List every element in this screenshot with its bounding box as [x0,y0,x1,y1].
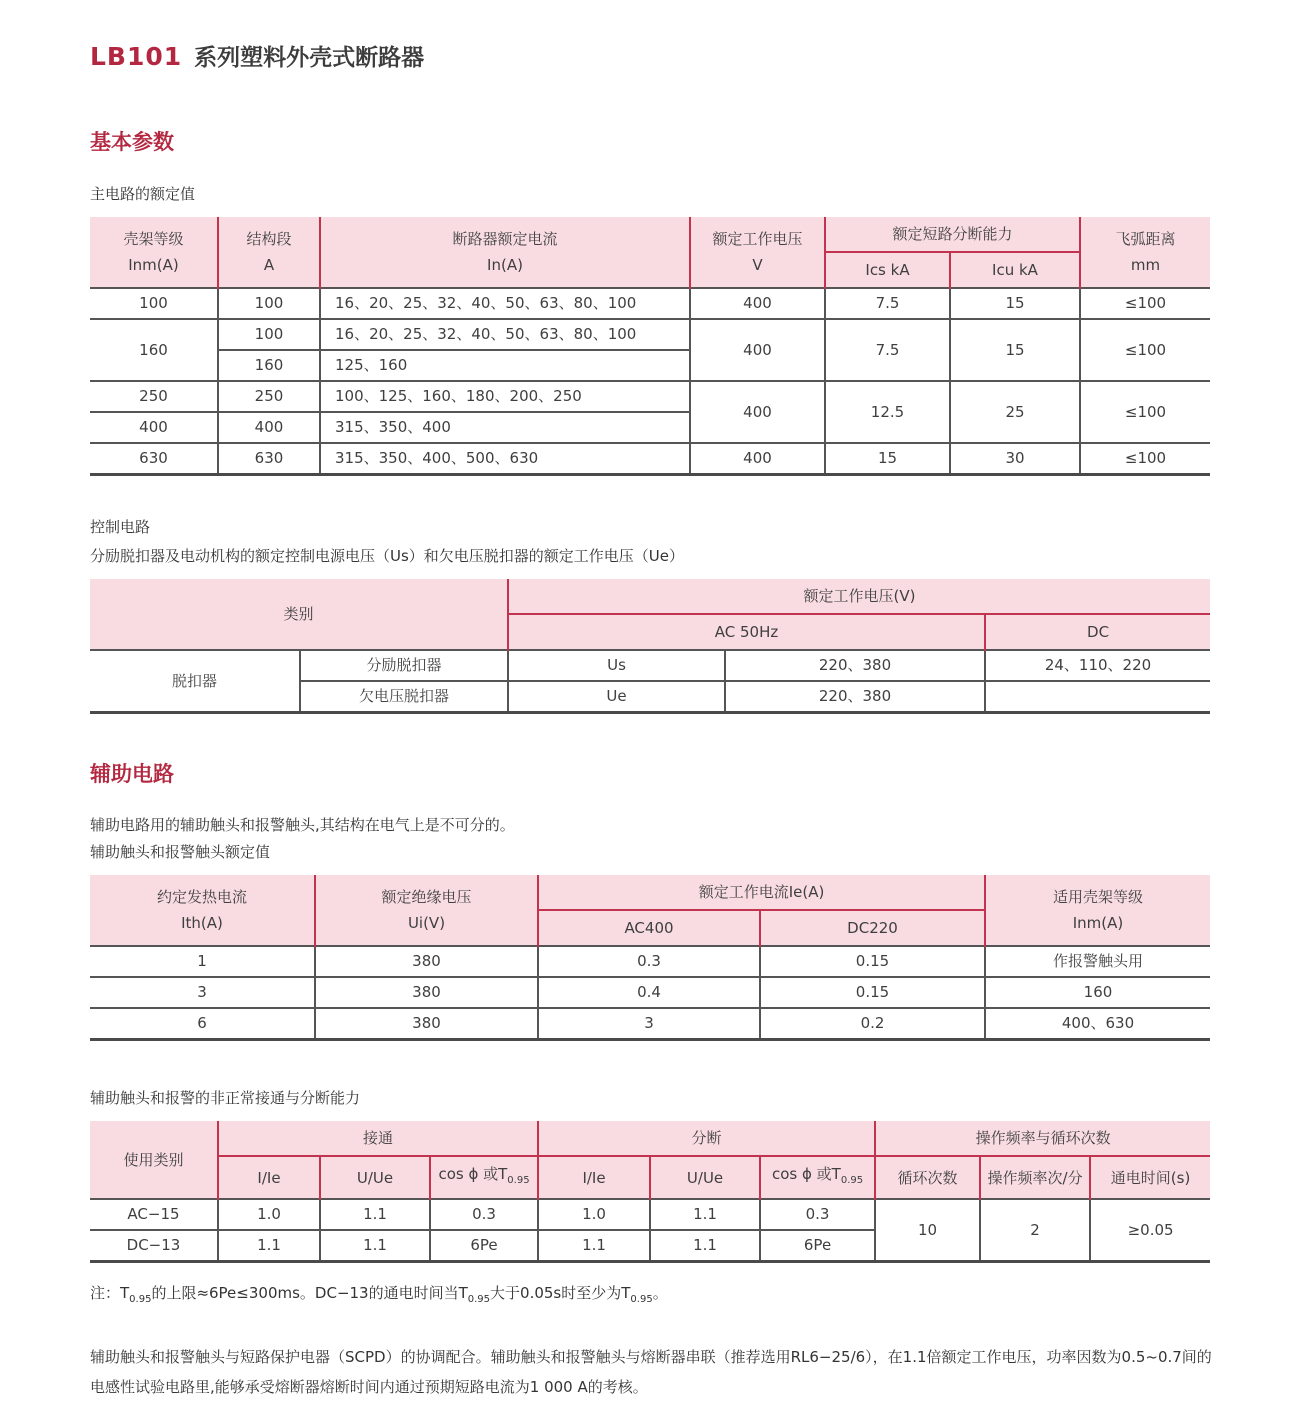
t3-header-working-current: 额定工作电流Ie(A) [538,875,985,910]
t3-body [90,946,1210,1040]
t4-header-make-cos: cos ϕ 或$T_{0.95}$ [430,1156,538,1199]
t4-cell: 2 [980,1199,1090,1262]
t3-cell: 0.2 [760,1008,985,1040]
t1-body [90,288,1210,475]
t4-cell: 1.1 [538,1230,650,1262]
t1-cell: 16、20、25、32、40、50、63、80、100 [320,319,690,350]
aux-circuit-desc: 辅助电路用的辅助触头和报警触头,其结构在电气上是不可分的。 [90,816,515,834]
t1-cell: 630 [218,443,320,475]
t3-cell: 160 [985,977,1210,1008]
t1-cell: 15 [950,288,1080,319]
control-circuit-table [90,579,1210,714]
t4-cell: AC−15 [90,1199,218,1230]
t4-cell: ≥0.05 [1090,1199,1210,1262]
table-row [90,1199,1210,1230]
t1-cell: 315、350、400、500、630 [320,443,690,475]
t2-cell: 220、380 [725,681,985,713]
table-row [90,288,1210,319]
t1-cell: 25 [950,381,1080,443]
t1-header-breaking-capacity: 额定短路分断能力 [825,217,1080,252]
t1-cell: 15 [825,443,950,475]
t1-header-frame-level: 壳架等级 Inm(A) [90,217,218,288]
t1-cell: 100 [218,319,320,350]
t1-header-structure: 结构段 A [218,217,320,288]
t1-cell: 400 [690,381,825,443]
t3-header-insulation-voltage: 额定绝缘电压 Ui(V) [315,875,538,946]
t4-header-break: 分断 [538,1121,875,1156]
t1-cell: 315、350、400 [320,412,690,443]
aux-abnormal-capacity-table [90,1121,1210,1263]
table-row [90,946,1210,977]
table-row [90,650,1210,681]
caption-control-circuit: 控制电路 [90,518,151,536]
t1-cell: 400 [690,319,825,381]
table-row [90,381,1210,412]
section-heading-aux-circuit: 辅助电路 [90,762,174,786]
t4-header-break-cos: cos ϕ 或$T_{0.95}$ [760,1156,875,1199]
t4-header-cycles: 循环次数 [875,1156,980,1199]
t4-cell: 6Pe [760,1230,875,1262]
t1-cell: 250 [218,381,320,412]
table-row [90,319,1210,350]
t1-cell: 400 [690,443,825,475]
t3-cell: 作报警触头用 [985,946,1210,977]
t4-cell: 1.1 [650,1230,760,1262]
t3-header [90,875,1210,946]
t3-header-ac400: AC400 [538,910,760,946]
control-circuit-desc: 分励脱扣器及电动机构的额定控制电源电压（Us）和欠电压脱扣器的额定工作电压（Ue） [90,547,685,565]
t2-cell: 220、380 [725,650,985,681]
t1-cell: ≤100 [1080,381,1210,443]
aux-contact-ratings-table [90,875,1210,1041]
t2-cell: 24、110、220 [985,650,1210,681]
t1-cell: ≤100 [1080,288,1210,319]
t2-header [90,579,1210,650]
t4-header-category: 使用类别 [90,1121,218,1199]
t2-header-dc: DC [985,614,1210,650]
t4-header-break-iie: I/Ie [538,1156,650,1199]
t1-header-icu: Icu kA [950,252,1080,288]
t3-header-thermal-current: 约定发热电流 Ith(A) [90,875,315,946]
caption-aux-abnormal: 辅助触头和报警的非正常接通与分断能力 [90,1089,361,1107]
t4-body [90,1199,1210,1262]
t1-header [90,217,1210,288]
t1-cell: 160 [218,350,320,381]
t2-cell: Ue [508,681,725,713]
t1-cell: 100 [218,288,320,319]
t4-header-make-iie: I/Ie [218,1156,320,1199]
t4-cell: 0.3 [430,1199,538,1230]
t1-cell: 400 [90,412,218,443]
t1-header-working-voltage: 额定工作电压 V [690,217,825,288]
t1-header-rated-current: 断路器额定电流 In(A) [320,217,690,288]
t2-header-ac: AC 50Hz [508,614,985,650]
t3-header-dc220: DC220 [760,910,985,946]
t2-cell: 分励脱扣器 [300,650,508,681]
t4-cell: 1.1 [320,1230,430,1262]
t1-cell: ≤100 [1080,443,1210,475]
caption-aux-ratings: 辅助触头和报警触头额定值 [90,843,271,861]
t1-cell: 250 [90,381,218,412]
t4-cell: 1.0 [218,1199,320,1230]
series-code: LB101 [90,42,183,71]
main-circuit-ratings-table [90,217,1210,476]
table-row [90,1008,1210,1040]
t3-cell: 0.3 [538,946,760,977]
t4-cell: 1.1 [320,1199,430,1230]
t4-cell: 1.0 [538,1199,650,1230]
t1-cell: 100、125、160、180、200、250 [320,381,690,412]
t1-cell: 7.5 [825,319,950,381]
scpd-coordination-paragraph: 辅助触头和报警触头与短路保护电器（SCPD）的协调配合。辅助触头和报警触头与熔断器串联（推荐选用RL6−25/6），在1.1倍额定工作电压，功率因数为0.5~0.7间的电感性试验电路里,能够承受熔断器熔断时间内通过预期短路电流为1 000 A的考核。 [90,1348,1212,1396]
t1-cell: 100 [90,288,218,319]
t4-cell: 0.3 [760,1199,875,1230]
t4-cell: 1.1 [218,1230,320,1262]
t2-header-working-voltage: 额定工作电压(V) [508,579,1210,614]
section-heading-basic-params: 基本参数 [90,130,174,154]
t3-cell: 6 [90,1008,315,1040]
caption-main-circuit: 主电路的额定值 [90,185,196,203]
t1-header-arc-distance: 飞弧距离 mm [1080,217,1210,288]
t2-body [90,650,1210,713]
t3-cell: 1 [90,946,315,977]
t1-cell: 16、20、25、32、40、50、63、80、100 [320,288,690,319]
t1-cell: 160 [90,319,218,381]
t3-header-frame-level: 适用壳架等级 Inm(A) [985,875,1210,946]
t2-cell: 欠电压脱扣器 [300,681,508,713]
t1-cell: 400 [690,288,825,319]
t3-cell: 380 [315,946,538,977]
t4-cell: 1.1 [650,1199,760,1230]
table4-note: 注：$T_{0.95}$的上限≈6Pe≤300ms。DC−13的通电时间当$T_{0.95}$大于0.05s时至少为$T_{0.95}$。 [90,1284,668,1305]
table-row [90,977,1210,1008]
t4-cell: 6Pe [430,1230,538,1262]
t1-cell: 125、160 [320,350,690,381]
t4-header-frequency: 操作频率与循环次数 [875,1121,1210,1156]
t1-cell: 15 [950,319,1080,381]
t3-cell: 400、630 [985,1008,1210,1040]
t3-cell: 0.15 [760,946,985,977]
t4-header-ontime: 通电时间(s) [1090,1156,1210,1199]
t3-cell: 3 [90,977,315,1008]
t1-cell: 7.5 [825,288,950,319]
table-row [90,443,1210,475]
t4-header-break-uue: U/Ue [650,1156,760,1199]
t3-cell: 0.15 [760,977,985,1008]
t3-cell: 380 [315,1008,538,1040]
t4-header-make-uue: U/Ue [320,1156,430,1199]
t3-cell: 380 [315,977,538,1008]
t1-cell: 30 [950,443,1080,475]
t4-header [90,1121,1210,1199]
t2-cell [985,681,1210,713]
series-name: 系列塑料外壳式断路器 [194,45,425,71]
t1-cell: 400 [218,412,320,443]
t1-cell: 630 [90,443,218,475]
t1-header-ics: Ics kA [825,252,950,288]
t4-header-make: 接通 [218,1121,538,1156]
t4-cell: 10 [875,1199,980,1262]
t4-header-rate: 操作频率次/分 [980,1156,1090,1199]
t3-cell: 0.4 [538,977,760,1008]
t2-header-category: 类别 [90,579,508,650]
t4-cell: DC−13 [90,1230,218,1262]
t1-cell: 12.5 [825,381,950,443]
t2-cell: Us [508,650,725,681]
page-title [90,35,1210,73]
t3-cell: 3 [538,1008,760,1040]
t2-cell: 脱扣器 [90,650,300,713]
t1-cell: ≤100 [1080,319,1210,381]
